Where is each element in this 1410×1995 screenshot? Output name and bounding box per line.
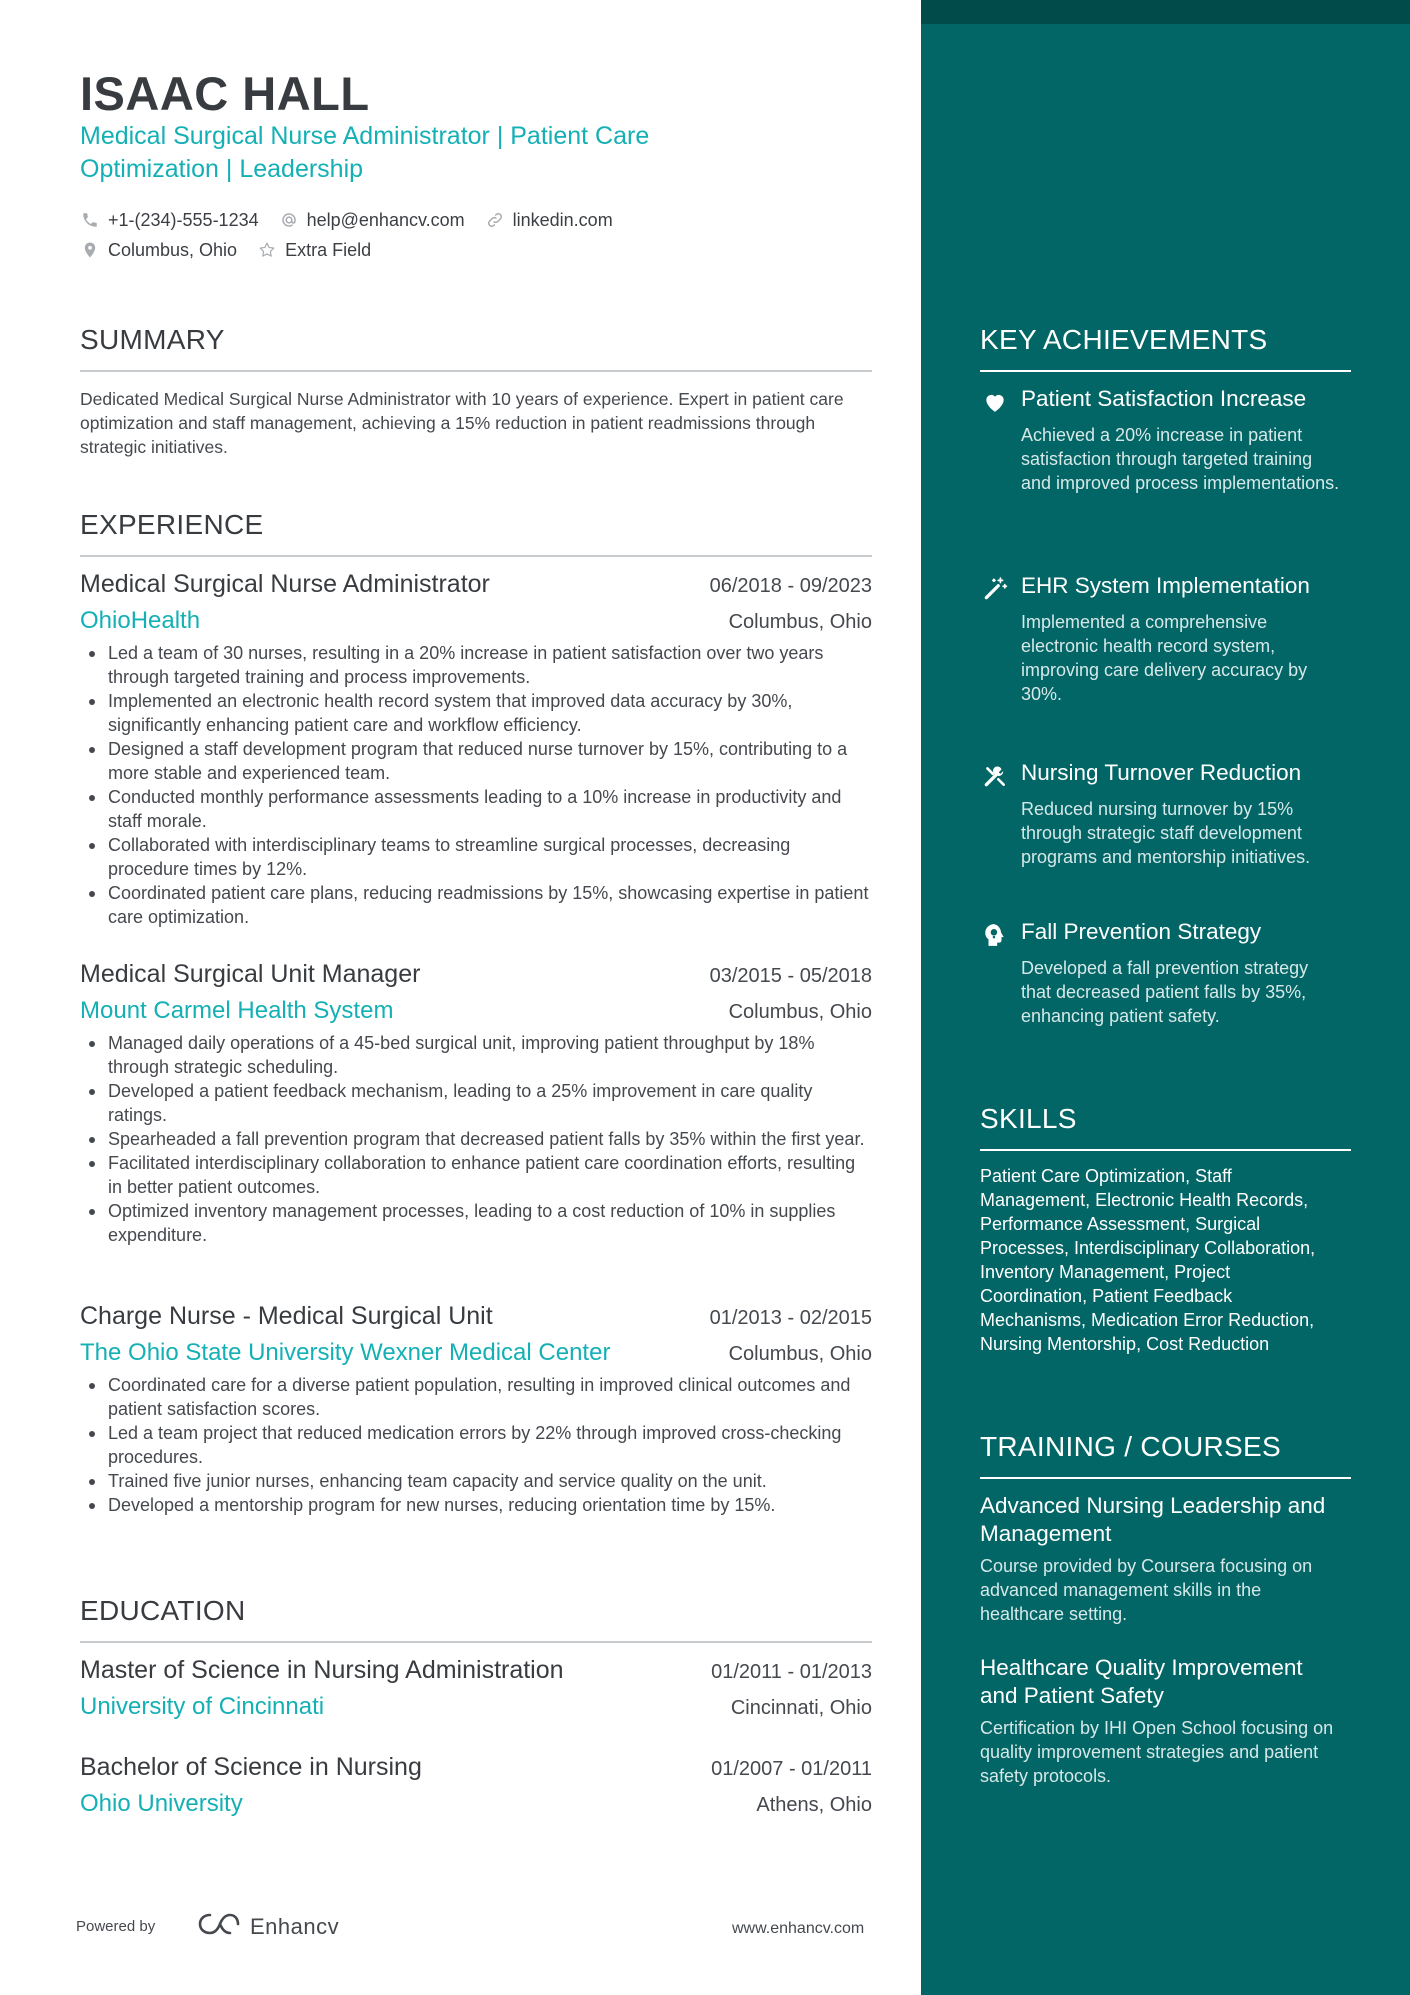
list-item: Managed daily operations of a 45-bed surgical unit, improving patient throughput by 18% through strategic scheduling. <box>80 1031 872 1079</box>
contact-phone-text: +1-(234)-555-1234 <box>108 209 259 230</box>
job-entry <box>80 960 872 1247</box>
phone-icon <box>80 210 100 230</box>
footer-powered-by: Powered by <box>76 1918 156 1935</box>
contact-linkedin-text: linkedin.com <box>512 209 613 230</box>
contact-email-text: help@enhancv.com <box>306 209 465 230</box>
job-bullets <box>80 1031 872 1247</box>
course-description: Certification by IHI Open School focusing on quality improvement strategies and patient safety protocols. <box>980 1718 1334 1786</box>
list-item: Led a team project that reduced medication errors by 22% through improved cross-checking procedures. <box>80 1421 872 1469</box>
heart-icon <box>980 387 1010 417</box>
list-item: Conducted monthly performance assessments leading to a 10% increase in productivity and staff morale. <box>80 785 872 833</box>
achievements-title: KEY ACHIEVEMENTS <box>980 324 1268 355</box>
job-title: Charge Nurse - Medical Surgical Unit <box>80 1302 493 1330</box>
at-icon <box>279 210 299 230</box>
job-company: OhioHealth <box>80 607 201 634</box>
footer-website-link[interactable]: www.enhancv.com <box>732 1920 865 1937</box>
sidebar-top-bar <box>921 0 1410 24</box>
education-location: Athens, Ohio <box>756 1794 872 1816</box>
job-company: The Ohio State University Wexner Medical Center <box>80 1339 611 1366</box>
contact-row-1 <box>80 205 840 235</box>
education-title: EDUCATION <box>80 1595 246 1626</box>
list-item: Led a team of 30 nurses, resulting in a 20% increase in patient satisfaction over two years through targeted training and process improvements. <box>80 641 872 689</box>
contact-extra-text: Extra Field <box>285 239 372 260</box>
enhancv-logo-text: Enhancv <box>250 1913 340 1939</box>
job-title: Medical Surgical Unit Manager <box>80 960 421 988</box>
job-company: Mount Carmel Health System <box>80 997 394 1024</box>
achievement-description: Implemented a comprehensive electronic health record system, improving care delivery accuracy by 30%. <box>1021 612 1308 704</box>
summary-divider <box>80 370 872 372</box>
achievement-item <box>980 759 1360 869</box>
job-title: Medical Surgical Nurse Administrator <box>80 570 490 598</box>
contact-location <box>80 240 237 261</box>
education-entry <box>80 1656 872 1721</box>
achievement-description: Achieved a 20% increase in patient satisfaction through targeted training and improved process implementations. <box>1021 425 1340 493</box>
list-item: Trained five junior nurses, enhancing team capacity and service quality on the unit. <box>80 1469 872 1493</box>
experience-title: EXPERIENCE <box>80 509 264 540</box>
magic-wand-icon <box>980 574 1010 604</box>
list-item: Collaborated with interdisciplinary teams to streamline surgical processes, decreasing procedure times by 12%. <box>80 833 872 881</box>
job-location: Columbus, Ohio <box>728 611 872 633</box>
education-divider <box>80 1641 872 1643</box>
achievement-title: Patient Satisfaction Increase <box>1021 386 1307 411</box>
course-description: Course provided by Coursera focusing on advanced management skills in the healthcare setting. <box>980 1556 1313 1624</box>
education-location: Cincinnati, Ohio <box>730 1697 872 1719</box>
education-entry <box>80 1753 872 1818</box>
achievement-title: EHR System Implementation <box>1021 573 1310 598</box>
contact-email[interactable] <box>279 210 465 231</box>
summary-text: Dedicated Medical Surgical Nurse Administrator with 10 years of experience. Expert in patient care optimization and staff management, achieving a 15% reduction in patient readmissions through strategic initiatives. <box>80 389 844 457</box>
achievement-description: Developed a fall prevention strategy that decreased patient falls by 35%, enhancing patient safety. <box>1021 958 1309 1026</box>
candidate-name: ISAAC HALL <box>80 67 370 120</box>
achievements-divider <box>980 370 1351 372</box>
list-item: Facilitated interdisciplinary collaboration to enhance patient care coordination efforts, resulting in better patient outcomes. <box>80 1151 872 1199</box>
location-pin-icon <box>80 240 100 260</box>
list-item: Implemented an electronic health record system that improved data accuracy by 30%, significantly enhancing patient care and workflow efficiency. <box>80 689 872 737</box>
job-location: Columbus, Ohio <box>728 1001 872 1023</box>
achievement-item <box>980 385 1360 495</box>
job-date: 01/2013 - 02/2015 <box>709 1307 872 1329</box>
job-entry <box>80 1302 872 1517</box>
course-item <box>980 1492 1340 1626</box>
enhancv-logo[interactable] <box>196 1911 339 1942</box>
achievement-title: Fall Prevention Strategy <box>1021 919 1262 944</box>
training-title: TRAINING / COURSES <box>980 1431 1281 1462</box>
job-bullets <box>80 1373 872 1517</box>
course-item <box>980 1654 1340 1788</box>
achievement-description: Reduced nursing turnover by 15% through strategic staff development programs and mentorship initiatives. <box>1021 799 1311 867</box>
list-item: Spearheaded a fall prevention program that decreased patient falls by 35% within the first year. <box>80 1127 872 1151</box>
contact-row-2 <box>80 235 840 265</box>
sidebar <box>921 0 1410 1995</box>
contact-phone[interactable] <box>80 210 259 231</box>
contact-extra <box>257 240 371 261</box>
education-date: 01/2011 - 01/2013 <box>711 1661 872 1683</box>
job-entry <box>80 570 872 929</box>
enhancv-logo-icon <box>196 1911 242 1942</box>
school: Ohio University <box>80 1790 243 1817</box>
link-icon <box>485 210 505 230</box>
list-item: Coordinated patient care plans, reducing readmissions by 15%, showcasing expertise in patient care optimization. <box>80 881 872 929</box>
training-divider <box>980 1477 1351 1479</box>
achievement-item <box>980 918 1360 1028</box>
achievement-item <box>980 572 1360 706</box>
job-location: Columbus, Ohio <box>728 1343 872 1365</box>
degree: Bachelor of Science in Nursing <box>80 1753 422 1781</box>
skills-divider <box>980 1149 1351 1151</box>
degree: Master of Science in Nursing Administration <box>80 1656 564 1684</box>
contact-linkedin[interactable] <box>485 210 613 231</box>
skills-title: SKILLS <box>980 1103 1077 1134</box>
course-title: Healthcare Quality Improvement and Patient Safety <box>980 1655 1303 1708</box>
list-item: Developed a mentorship program for new nurses, reducing orientation time by 15%. <box>80 1493 872 1517</box>
education-date: 01/2007 - 01/2011 <box>711 1758 872 1780</box>
job-bullets <box>80 641 872 929</box>
headline: Medical Surgical Nurse Administrator | Patient Care Optimization | Leadership <box>80 122 650 183</box>
course-title: Advanced Nursing Leadership and Management <box>980 1493 1326 1546</box>
summary-title: SUMMARY <box>80 324 225 355</box>
list-item: Optimized inventory management processes, leading to a cost reduction of 10% in supplies expenditure. <box>80 1199 872 1247</box>
job-date: 06/2018 - 09/2023 <box>709 575 872 597</box>
list-item: Coordinated care for a diverse patient population, resulting in improved clinical outcomes and patient satisfaction scores. <box>80 1373 872 1421</box>
school: University of Cincinnati <box>80 1693 325 1720</box>
head-lightbulb-icon <box>980 920 1010 950</box>
contact-location-text: Columbus, Ohio <box>108 239 238 260</box>
star-icon <box>257 240 277 260</box>
experience-divider <box>80 555 872 557</box>
job-date: 03/2015 - 05/2018 <box>709 965 872 987</box>
skills-text: Patient Care Optimization, Staff Management, Electronic Health Records, Performance Assessment, Surgical Processes, Interdisciplinary Collaboration, Inventory Management, Project Coordination, Patient Feedback Mechanisms, Medication Error Reduction, Nursing Mentorship, Cost Reduction <box>980 1166 1316 1354</box>
list-item: Designed a staff development program that reduced nurse turnover by 15%, contributing to a more stable and experienced team. <box>80 737 872 785</box>
tools-icon <box>980 761 1010 791</box>
achievement-title: Nursing Turnover Reduction <box>1021 760 1302 785</box>
contact-info <box>80 205 840 265</box>
list-item: Developed a patient feedback mechanism, leading to a 25% improvement in care quality ratings. <box>80 1079 872 1127</box>
